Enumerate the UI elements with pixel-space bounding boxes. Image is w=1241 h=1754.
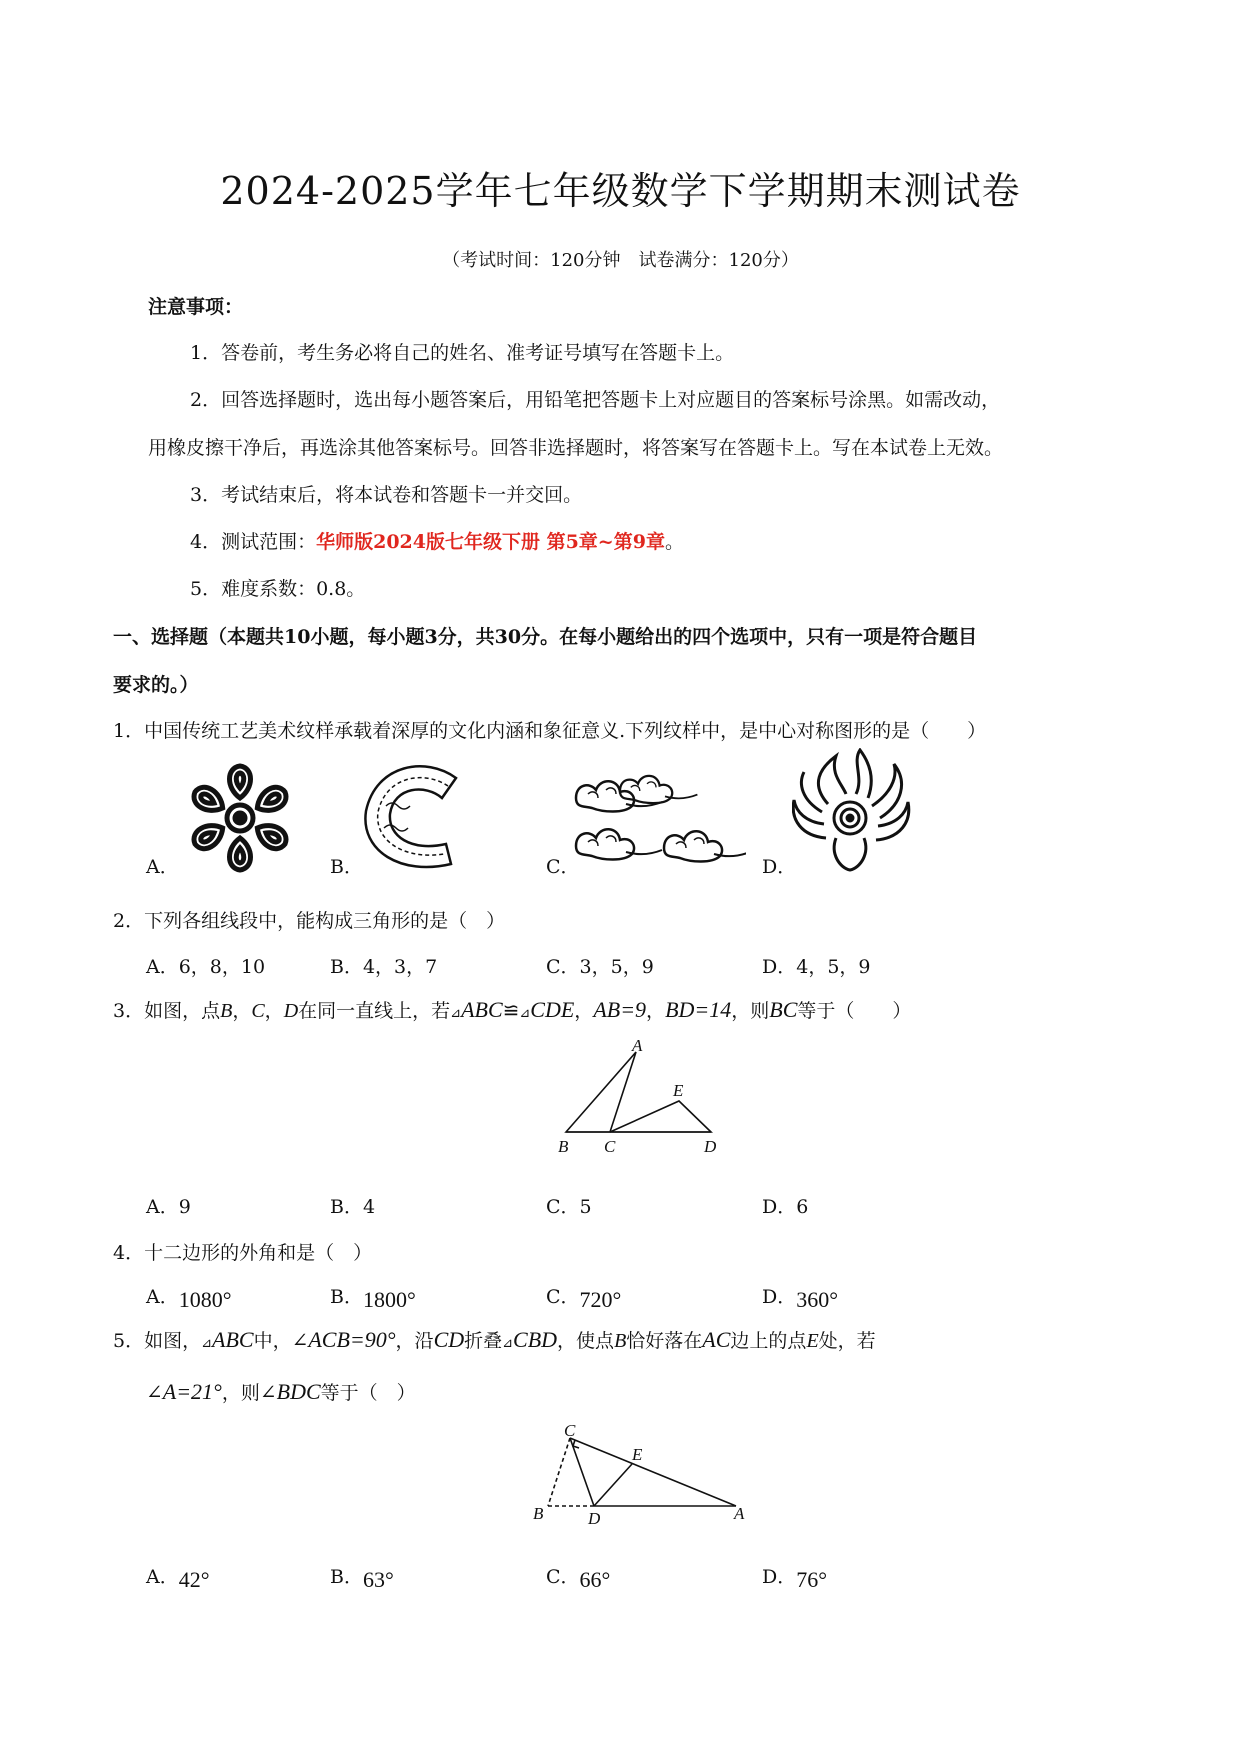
q4-option-a-value: 1080° xyxy=(178,1287,232,1312)
q4-option-b xyxy=(330,1282,416,1312)
q3-segment-bc: BC xyxy=(769,997,798,1022)
q4-option-c-value: 720° xyxy=(579,1287,622,1312)
q3-label-d: D xyxy=(704,1137,717,1156)
q5-option-a xyxy=(146,1562,210,1592)
q5-segment-ac: AC xyxy=(702,1327,731,1352)
q1-option-d-label: D． xyxy=(762,856,797,878)
question-1-stem: 1．中国传统工艺美术纹样承载着深厚的文化内涵和象征意义.下列纹样中，是中心对称图形的是（ ） xyxy=(113,720,987,742)
notice-item-1: 1．答卷前，考生务必将自己的姓名、准考证号填写在答题卡上。 xyxy=(190,342,735,364)
q4-option-d-value: 360° xyxy=(796,1287,839,1312)
question-5-stem-cont xyxy=(146,1378,416,1405)
flame-pattern-icon xyxy=(792,748,912,876)
q5-label-b: B xyxy=(533,1504,544,1523)
q3-point-c: C xyxy=(251,1000,265,1022)
notice-item-4 xyxy=(190,527,684,554)
q3-option-c: C．5 xyxy=(546,1196,592,1218)
q5-option-a-label: A． xyxy=(146,1566,179,1588)
question-2-stem: 2．下列各组线段中，能构成三角形的是（ ） xyxy=(113,910,506,932)
q3-comma: ， xyxy=(264,1000,284,1022)
q3-triangle-cde: CDE xyxy=(530,997,575,1022)
question-5-stem xyxy=(113,1326,876,1353)
section-heading: 一、选择题（本题共10小题，每小题3分，共30分。在每小题给出的四个选项中，只有一项是符合题目 xyxy=(113,626,978,648)
q5-option-d-value: 76° xyxy=(796,1567,828,1592)
q4-option-d xyxy=(762,1282,839,1312)
q4-option-b-label: B． xyxy=(330,1286,363,1308)
q3-text: ，则 xyxy=(731,1000,770,1022)
q5-text: 5．如图， xyxy=(113,1330,202,1352)
q5-label-a: A xyxy=(734,1504,745,1523)
q5-fold-figure xyxy=(528,1424,758,1532)
q5-option-b-value: 63° xyxy=(362,1567,394,1592)
q5-text: ，使点 xyxy=(557,1330,615,1352)
q5-angle-bdc: BDC xyxy=(276,1379,321,1404)
q3-option-d: D．6 xyxy=(762,1196,809,1218)
q5-text: 处，若 xyxy=(818,1330,876,1352)
congruent-symbol: ≌ xyxy=(502,998,520,1022)
cloud-pattern-icon xyxy=(566,768,746,876)
q2-option-d: D．4，5，9 xyxy=(762,956,871,978)
angle-symbol: ∠ xyxy=(259,1380,277,1404)
triangle-symbol: ⊿ xyxy=(450,1006,462,1021)
q1-option-a-label: A． xyxy=(146,856,179,878)
q5-option-b xyxy=(330,1562,394,1592)
q5-label-e: E xyxy=(632,1445,643,1464)
q3-ab-value: AB=9 xyxy=(593,997,647,1022)
lotus-pattern-icon xyxy=(180,762,300,874)
q5-option-b-label: B． xyxy=(330,1566,363,1588)
q5-option-c xyxy=(546,1562,611,1592)
q3-bd-value: BD=14 xyxy=(665,997,732,1022)
q3-option-a: A．9 xyxy=(146,1196,191,1218)
notice-item-2: 2．回答选择题时，选出每小题答案后，用铅笔把答题卡上对应题目的答案标号涂黑。如需改动， xyxy=(190,389,1001,411)
q3-comma: ， xyxy=(232,1000,252,1022)
q5-triangle-abc: ABC xyxy=(212,1327,254,1352)
q3-text: 等于（ ） xyxy=(797,1000,912,1022)
triangle-symbol: ⊿ xyxy=(201,1336,212,1351)
notice-item-2-cont: 用橡皮擦干净后，再选涂其他答案标号。回答非选择题时，将答案写在答题卡上。写在本试卷上无效。 xyxy=(148,437,1004,459)
q2-option-b: B．4，3，7 xyxy=(330,956,438,978)
q5-angle-a: A=21° xyxy=(162,1379,222,1404)
q3-comma: ， xyxy=(646,1000,666,1022)
q5-text: 边上的点 xyxy=(730,1330,807,1352)
q1-option-b-label: B． xyxy=(330,856,363,878)
q3-point-d: D xyxy=(283,1000,299,1022)
q5-option-d-label: D． xyxy=(762,1566,797,1588)
q4-option-b-value: 1800° xyxy=(362,1287,416,1312)
q3-option-b: B．4 xyxy=(330,1196,376,1218)
q4-option-c xyxy=(546,1282,622,1312)
angle-symbol: ∠ xyxy=(146,1380,163,1404)
q3-triangle-abc: ABC xyxy=(461,997,503,1022)
q3-label-a: A xyxy=(632,1040,643,1055)
notice-heading: 注意事项： xyxy=(148,296,244,318)
q5-angle-acb: ACB=90° xyxy=(308,1327,396,1352)
q5-option-d xyxy=(762,1562,828,1592)
q5-point-e: E xyxy=(806,1330,819,1352)
q4-option-a xyxy=(146,1282,232,1312)
q2-option-a: A．6，8，10 xyxy=(146,956,266,978)
question-3-stem xyxy=(113,996,911,1023)
q3-label-e: E xyxy=(673,1081,684,1100)
q3-comma: ， xyxy=(574,1000,594,1022)
q5-option-a-value: 42° xyxy=(178,1567,210,1592)
test-range: 华师版2024版七年级下册 第5章~第9章 xyxy=(316,531,665,553)
q5-text: 等于（ ） xyxy=(320,1382,416,1404)
q5-label-c: C xyxy=(564,1424,576,1440)
notice-item-3: 3．考试结束后，将本试卷和答题卡一并交回。 xyxy=(190,484,583,506)
q5-text: 中， xyxy=(253,1330,292,1352)
q5-text: ，则 xyxy=(221,1382,260,1404)
triangle-symbol: ⊿ xyxy=(502,1336,514,1351)
notice-item-5: 5．难度系数：0.8。 xyxy=(190,578,366,600)
q5-option-c-label: C． xyxy=(546,1566,580,1588)
notice-item-4-suffix: 。 xyxy=(664,531,684,553)
q5-option-c-value: 66° xyxy=(579,1567,611,1592)
angle-symbol: ∠ xyxy=(291,1328,309,1352)
notice-item-4-prefix: 4．测试范围： xyxy=(190,531,317,553)
q3-label-b: B xyxy=(558,1137,569,1156)
jade-arc-pattern-icon xyxy=(356,756,476,876)
q4-option-c-label: C． xyxy=(546,1286,580,1308)
q3-text: 在同一直线上，若 xyxy=(298,1000,451,1022)
q2-option-c: C．3，5，9 xyxy=(546,956,654,978)
q5-point-b: B xyxy=(614,1330,627,1352)
triangle-symbol: ⊿ xyxy=(519,1006,531,1021)
q5-label-d: D xyxy=(588,1509,601,1528)
q5-segment-cd: CD xyxy=(433,1327,465,1352)
page-title: 2024-2025学年七年级数学下学期期末测试卷 xyxy=(220,169,1021,213)
q3-text: 3．如图，点 xyxy=(113,1000,221,1022)
q4-option-d-label: D． xyxy=(762,1286,797,1308)
q3-label-c: C xyxy=(604,1137,616,1156)
q4-option-a-label: A． xyxy=(146,1286,179,1308)
q1-option-c-label: C． xyxy=(546,856,580,878)
q5-text: 折叠 xyxy=(464,1330,503,1352)
question-4-stem: 4．十二边形的外角和是（ ） xyxy=(113,1242,373,1264)
exam-info: （考试时间：120分钟 试卷满分：120分） xyxy=(442,250,799,271)
section-heading-cont: 要求的。） xyxy=(113,674,199,696)
q3-point-b: B xyxy=(220,1000,233,1022)
q5-text: 恰好落在 xyxy=(626,1330,703,1352)
q5-triangle-cbd: CBD xyxy=(513,1327,558,1352)
q3-triangle-figure xyxy=(546,1040,736,1160)
q5-text: ，沿 xyxy=(395,1330,434,1352)
